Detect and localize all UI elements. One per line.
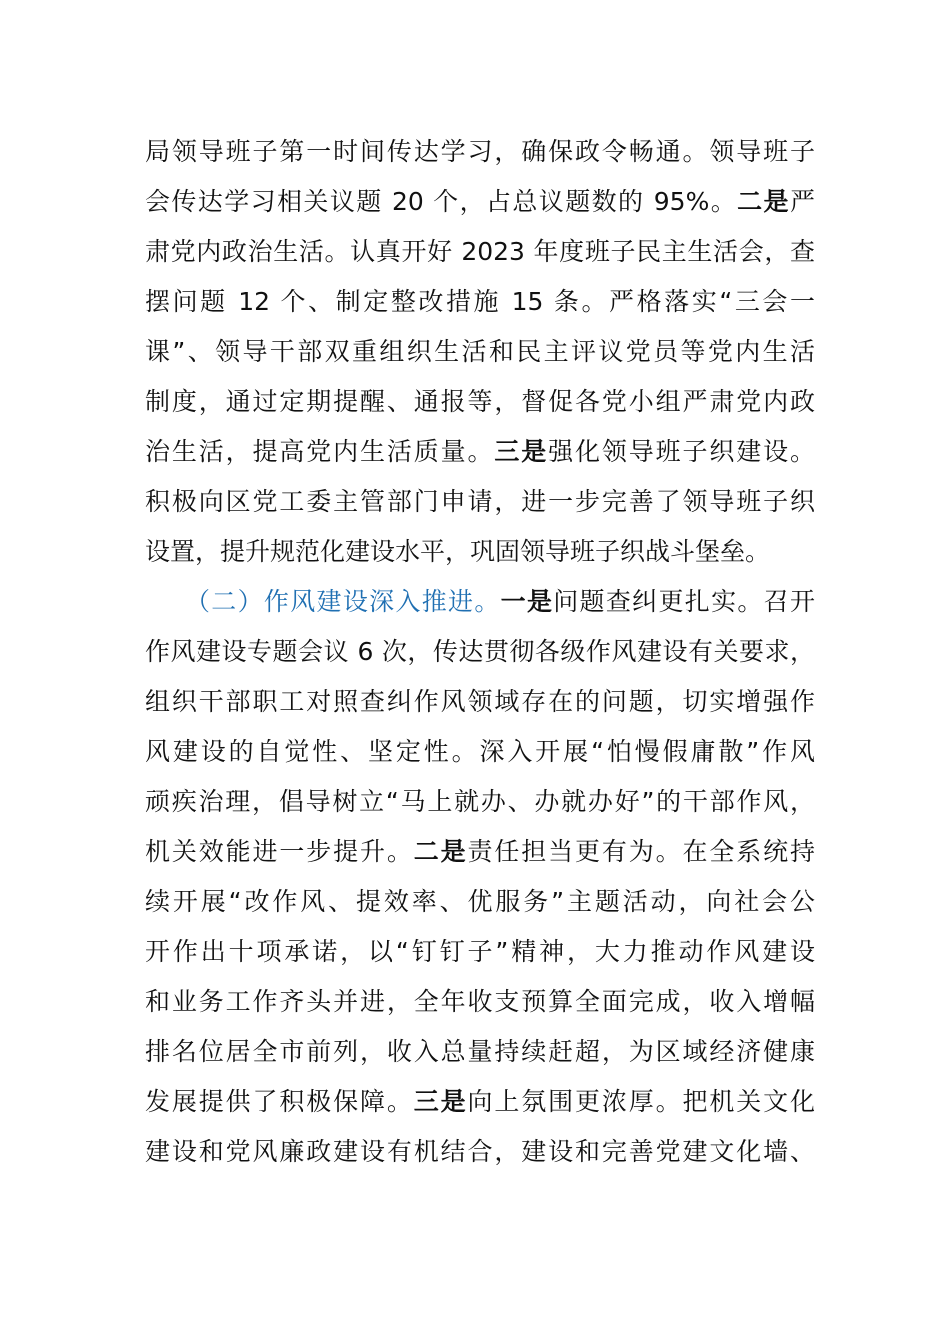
text-run: 设置，提升规范化建设水平，巩固领导班子织战斗堡垒。: [145, 537, 771, 566]
paragraph-line: [145, 827, 815, 877]
text-run: 顽疾治理，倡导树立“马上就办、办就办好”的干部作风，: [145, 787, 815, 816]
paragraph-line: [145, 677, 815, 727]
text-run: 建设和党风廉政建设有机结合，建设和完善党建文化墙、: [145, 1137, 815, 1166]
text-run: 机关效能进一步提升。: [145, 837, 414, 866]
text-run: 排名位居全市前列，收入总量持续赶超，为区域经济健康: [145, 1037, 815, 1066]
body-text: [145, 127, 815, 1177]
paragraph-line: [145, 1027, 815, 1077]
text-run: 积极向区党工委主管部门申请，进一步完善了领导班子织: [145, 487, 815, 516]
text-run: 会传达学习相关议题 20 个，占总议题数的 95%。: [145, 187, 738, 216]
section-heading: （二）作风建设深入推进。: [185, 587, 501, 616]
bold-keyword: 三是: [494, 437, 549, 466]
paragraph-line: [145, 627, 815, 677]
paragraph-line: [145, 727, 815, 777]
section-heading-line: [145, 577, 815, 627]
text-run: 和业务工作齐头并进，全年收支预算全面完成，收入增幅: [145, 987, 815, 1016]
bold-keyword: 一是: [500, 587, 554, 616]
text-run: 治生活，提高党内生活质量。: [145, 437, 495, 466]
text-run: 摆问题 12 个、制定整改措施 15 条。严格落实“三会一: [145, 287, 815, 316]
paragraph-line: [145, 377, 815, 427]
text-run: 强化领导班子织建设。: [548, 437, 815, 466]
paragraph-line: [145, 1077, 815, 1127]
text-run: 课”、领导干部双重组织生活和民主评议党员等党内生活: [145, 337, 815, 366]
paragraph-line: [145, 777, 815, 827]
paragraph-line: [145, 927, 815, 977]
bold-keyword: 三是: [413, 1087, 468, 1116]
paragraph-line: [145, 277, 815, 327]
text-run: 责任担当更有为。在全系统持: [467, 837, 815, 866]
text-run: 开作出十项承诺，以“钉钉子”精神，大力推动作风建设: [145, 937, 815, 966]
text-run: 作风建设专题会议 6 次，传达贯彻各级作风建设有关要求，: [145, 637, 815, 666]
paragraph-line: [145, 127, 815, 177]
text-run: 向上氛围更浓厚。把机关文化: [467, 1087, 815, 1116]
text-run: 制度，通过定期提醒、通报等，督促各党小组严肃党内政: [145, 387, 815, 416]
paragraph-line: [145, 427, 815, 477]
paragraph-line: [145, 177, 815, 227]
text-run: 发展提供了积极保障。: [145, 1087, 414, 1116]
text-run: 风建设的自觉性、坚定性。深入开展“怕慢假庸散”作风: [145, 737, 815, 766]
text-run: 续开展“改作风、提效率、优服务”主题活动，向社会公: [145, 887, 815, 916]
text-run: 严: [789, 187, 815, 216]
bold-keyword: 二是: [413, 837, 468, 866]
paragraph-line: [145, 327, 815, 377]
text-run: 局领导班子第一时间传达学习，确保政令畅通。领导班子: [145, 137, 815, 166]
text-run: 肃党内政治生活。认真开好 2023 年度班子民主生活会，查: [145, 237, 815, 266]
text-run: 组织干部职工对照查纠作风领域存在的问题，切实增强作: [145, 687, 815, 716]
paragraph-line: [145, 527, 815, 577]
paragraph-line: [145, 877, 815, 927]
text-run: 问题查纠更扎实。召开: [553, 587, 815, 616]
paragraph-line: [145, 227, 815, 277]
paragraph-line: [145, 477, 815, 527]
bold-keyword: 二是: [737, 187, 790, 216]
paragraph-line: [145, 977, 815, 1027]
paragraph-line: [145, 1127, 815, 1177]
